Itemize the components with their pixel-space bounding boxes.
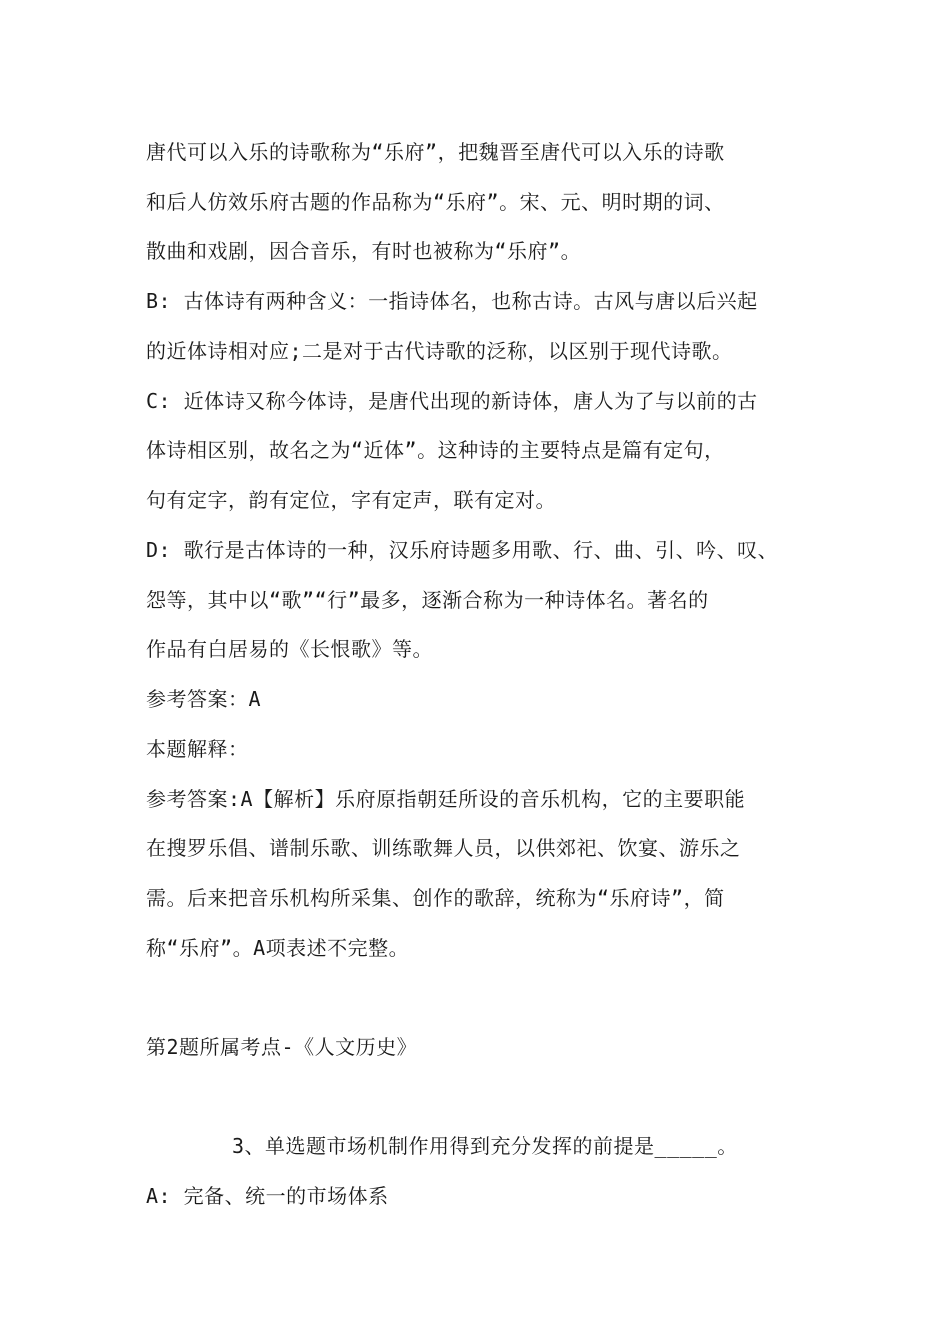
explanation-text: 在搜罗乐倡、谱制乐歌、训练歌舞人员，以供郊祀、饮宴、游乐之 (146, 836, 741, 860)
explanation-text: 需。后来把音乐机构所采集、创作的歌辞，统称为“乐府诗”，简 (146, 886, 725, 910)
text-line: 作品有白居易的《长恨歌》等。 (146, 637, 433, 661)
question-3-stem: 3、单选题市场机制作用得到充分发挥的前提是_____。 (232, 1134, 738, 1158)
option-b-line: B: 古体诗有两种含义：一指诗体名，也称古诗。古风与唐以后兴起 (146, 289, 758, 313)
explanation-heading: 本题解释： (146, 737, 249, 761)
explanation-text: 称“乐府”。A项表述不完整。 (146, 936, 410, 960)
explanation-text: 参考答案:A【解析】乐府原指朝廷所设的音乐机构，它的主要职能 (146, 787, 746, 811)
option-c-line: C: 近体诗又称今体诗，是唐代出现的新诗体，唐人为了与以前的古 (146, 389, 758, 413)
text-line: 的近体诗相对应;二是对于古代诗歌的泛称，以区别于现代诗歌。 (146, 339, 733, 363)
text-line: 怨等，其中以“歌”“行”最多，逐渐合称为一种诗体名。著名的 (146, 588, 709, 612)
text-line: 和后人仿效乐府古题的作品称为“乐府”。宋、元、明时期的词、 (146, 190, 725, 214)
text-line: 散曲和戏剧，因合音乐，有时也被称为“乐府”。 (146, 239, 582, 263)
option-a-line: A: 完备、统一的市场体系 (146, 1184, 389, 1208)
text-line: 句有定字，韵有定位，字有定声，联有定对。 (146, 488, 556, 512)
reference-answer: 参考答案：A (146, 687, 262, 711)
text-line: 体诗相区别，故名之为“近体”。这种诗的主要特点是篇有定句， (146, 438, 725, 462)
topic-line: 第2题所属考点-《人文历史》 (146, 1035, 418, 1059)
option-d-line: D: 歌行是古体诗的一种，汉乐府诗题多用歌、行、曲、引、吟、叹、 (146, 538, 779, 562)
text-line: 唐代可以入乐的诗歌称为“乐府”，把魏晋至唐代可以入乐的诗歌 (146, 140, 725, 164)
